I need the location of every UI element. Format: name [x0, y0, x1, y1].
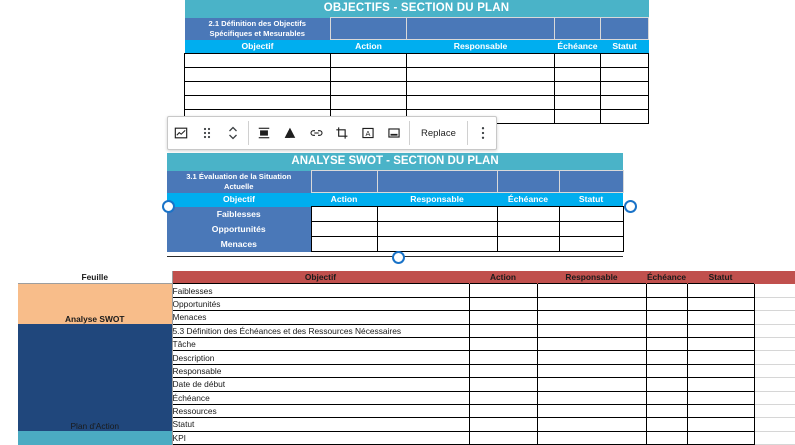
swot-subheader [167, 171, 311, 193]
row-gutter [0, 271, 18, 284]
group-label-analyse-swot: Analyse SWOT [18, 284, 172, 324]
cell-responsable[interactable] [537, 351, 646, 364]
cell-responsable[interactable] [537, 431, 646, 444]
cell[interactable] [407, 96, 555, 110]
cell-echeance[interactable] [646, 324, 687, 337]
cell[interactable] [555, 110, 601, 124]
swot-row-label: Opportunités [167, 222, 311, 237]
cell-statut[interactable] [687, 431, 754, 444]
table-row[interactable] [167, 207, 623, 222]
cell[interactable] [555, 68, 601, 82]
cell[interactable] [185, 96, 331, 110]
cell-responsable[interactable] [537, 311, 646, 324]
cell-objectif[interactable]: Date de début [172, 378, 469, 391]
toolbar-group-tools [251, 117, 407, 149]
cell-trailing[interactable] [754, 337, 795, 350]
cell-statut[interactable] [687, 324, 754, 337]
row-gutter [0, 337, 18, 350]
adjust-contrast-icon[interactable] [277, 120, 303, 146]
cell-action[interactable] [469, 418, 537, 431]
cell[interactable] [185, 54, 331, 68]
spreadsheet-header-row [0, 271, 795, 284]
cell-action[interactable] [469, 351, 537, 364]
selection-handle-bottom[interactable] [392, 251, 405, 264]
cell[interactable] [331, 82, 407, 96]
cell-echeance[interactable] [646, 364, 687, 377]
table-row[interactable] [185, 96, 649, 110]
cell[interactable] [497, 207, 559, 222]
row-gutter [0, 351, 18, 364]
cell[interactable] [185, 68, 331, 82]
cell[interactable] [555, 54, 601, 68]
cell-statut[interactable] [687, 391, 754, 404]
cell-objectif[interactable]: Menaces [172, 311, 469, 324]
cell-echeance[interactable] [646, 297, 687, 310]
cell[interactable] [377, 222, 497, 237]
row-gutter [0, 418, 18, 431]
cell-statut[interactable] [687, 311, 754, 324]
cell[interactable] [311, 237, 377, 252]
cell-trailing[interactable] [754, 351, 795, 364]
cell-echeance[interactable] [646, 391, 687, 404]
objectives-section [184, 0, 637, 124]
swot-subheader-row [167, 171, 623, 193]
objectives-subheader-row [185, 18, 649, 40]
header-objectif: Objectif [172, 271, 469, 284]
objectives-subheader-blank-4 [601, 18, 649, 40]
image-toolbar[interactable] [167, 116, 497, 150]
objectives-subheader-line1: 2.1 Définition des Objectifs [208, 18, 306, 28]
objectives-title-row [185, 0, 649, 18]
cell-action[interactable] [469, 431, 537, 444]
selection-handle-right[interactable] [624, 200, 637, 213]
cell-objectif[interactable]: Échéance [172, 391, 469, 404]
objectives-title: OBJECTIFS - SECTION DU PLAN [185, 0, 649, 18]
spreadsheet-table [0, 271, 795, 445]
row-gutter [0, 404, 18, 417]
alt-text-icon[interactable] [355, 120, 381, 146]
row-gutter [0, 297, 18, 310]
header-feuille: Feuille [18, 271, 172, 284]
cell-action[interactable] [469, 324, 537, 337]
cell-echeance[interactable] [646, 284, 687, 297]
cell-statut[interactable] [687, 351, 754, 364]
toolbar-divider [409, 121, 410, 145]
cell-action[interactable] [469, 284, 537, 297]
cell-action[interactable] [469, 311, 537, 324]
cell[interactable] [185, 82, 331, 96]
table-row[interactable] [0, 284, 795, 297]
table-row[interactable] [185, 54, 649, 68]
swot-subheader-line1: 3.1 Évaluation de la Situation [186, 171, 292, 181]
row-gutter [0, 391, 18, 404]
svg-text:A: A [365, 128, 371, 138]
cell-action[interactable] [469, 404, 537, 417]
group-label-teal [18, 431, 172, 445]
table-row[interactable] [0, 431, 795, 444]
cell-statut[interactable] [687, 364, 754, 377]
objectives-subheader-line2: Spécifiques et Mesurables [209, 28, 305, 38]
objectives-col-statut: Statut [601, 40, 649, 54]
row-gutter [0, 364, 18, 377]
image-border-icon[interactable] [381, 120, 407, 146]
objectives-col-action: Action [331, 40, 407, 54]
swot-title: ANALYSE SWOT - SECTION DU PLAN [167, 153, 623, 171]
cell-statut[interactable] [687, 378, 754, 391]
cell-echeance[interactable] [646, 337, 687, 350]
cell-echeance[interactable] [646, 378, 687, 391]
objectives-col-echeance: Échéance [555, 40, 601, 54]
toolbar-group-layout [168, 117, 246, 149]
swot-row-label: Faiblesses [167, 207, 311, 222]
cell[interactable] [555, 82, 601, 96]
swot-subheader-blank-1 [311, 171, 377, 193]
cell-trailing[interactable] [754, 418, 795, 431]
header-echeance: Échéance [646, 272, 687, 283]
cell-objectif[interactable]: Tâche [172, 337, 469, 350]
cell-objectif[interactable]: Opportunités [172, 297, 469, 310]
swot-row-label: Menaces [167, 237, 311, 252]
table-row[interactable] [167, 237, 623, 252]
cell-action[interactable] [469, 364, 537, 377]
objectives-subheader-blank-2 [407, 18, 555, 40]
swot-section[interactable] [167, 153, 623, 252]
cell[interactable] [601, 68, 649, 82]
swot-col-responsable: Responsable [377, 193, 497, 207]
spreadsheet[interactable] [0, 271, 795, 445]
cell-objectif[interactable]: Statut [172, 418, 469, 431]
swot-subheader-blank-4 [559, 171, 623, 193]
toolbar-divider [248, 121, 249, 145]
cell-responsable[interactable] [537, 418, 646, 431]
cell-echeance[interactable] [646, 311, 687, 324]
swot-col-objectif: Objectif [167, 193, 311, 207]
cell-objectif[interactable]: Responsable [172, 364, 469, 377]
swot-col-action: Action [311, 193, 377, 207]
cell[interactable] [331, 54, 407, 68]
cell[interactable] [559, 222, 623, 237]
cell[interactable] [377, 207, 497, 222]
cell[interactable] [601, 82, 649, 96]
cell[interactable] [559, 207, 623, 222]
cell-responsable[interactable] [537, 378, 646, 391]
cell-action[interactable] [469, 391, 537, 404]
cell[interactable] [377, 237, 497, 252]
row-gutter [0, 284, 18, 297]
cell-echeance[interactable] [646, 351, 687, 364]
toolbar-divider [467, 121, 468, 145]
header-responsable: Responsable [537, 271, 646, 284]
cell[interactable] [601, 110, 649, 124]
cell-statut[interactable] [687, 418, 754, 431]
group-label-plan-action: Plan d'Action [18, 324, 172, 431]
cell[interactable] [407, 82, 555, 96]
cell-objectif[interactable]: Faiblesses [172, 284, 469, 297]
insert-link-icon[interactable] [303, 120, 329, 146]
cell-statut[interactable] [687, 337, 754, 350]
cell-action[interactable] [469, 378, 537, 391]
selection-handle-left[interactable] [162, 200, 175, 213]
cell-statut[interactable] [687, 284, 754, 297]
resize-updown-icon[interactable] [220, 120, 246, 146]
header-statut: Statut [687, 271, 754, 284]
objectives-column-header-row [185, 40, 649, 54]
objectives-subheader-blank-3 [555, 18, 601, 40]
row-gutter [0, 311, 18, 324]
cell[interactable] [555, 96, 601, 110]
cell-action[interactable] [469, 337, 537, 350]
cell-trailing[interactable] [754, 404, 795, 417]
cell-responsable[interactable] [537, 297, 646, 310]
swot-col-echeance: Échéance [497, 193, 559, 207]
cell[interactable] [407, 54, 555, 68]
cell-statut[interactable] [687, 297, 754, 310]
cell-responsable[interactable] [537, 284, 646, 297]
cell-echeance[interactable] [646, 418, 687, 431]
cell-trailing[interactable] [754, 391, 795, 404]
table-row[interactable] [0, 324, 795, 337]
cell[interactable] [311, 222, 377, 237]
drag-handle-icon[interactable] [194, 120, 220, 146]
cell-trailing[interactable] [754, 364, 795, 377]
cell[interactable] [407, 68, 555, 82]
cell-responsable[interactable] [537, 391, 646, 404]
cell[interactable] [311, 207, 377, 222]
cell-objectif[interactable]: Description [172, 351, 469, 364]
objectives-subheader-blank-1 [331, 18, 407, 40]
cell[interactable] [559, 237, 623, 252]
cell-trailing[interactable] [754, 378, 795, 391]
cell-responsable[interactable] [537, 364, 646, 377]
cell-responsable[interactable] [537, 404, 646, 417]
header-action: Action [469, 271, 537, 284]
objectives-col-objectif: Objectif [185, 40, 331, 54]
cell-responsable[interactable] [537, 324, 646, 337]
cell-responsable[interactable] [537, 337, 646, 350]
cell-statut[interactable] [687, 404, 754, 417]
cell[interactable] [497, 237, 559, 252]
swot-subheader-blank-3 [497, 171, 559, 193]
swot-table [167, 153, 624, 252]
image-options-icon[interactable] [168, 120, 194, 146]
table-row[interactable] [185, 82, 649, 96]
cell-objectif[interactable]: Ressources [172, 404, 469, 417]
more-options-icon[interactable] [470, 120, 496, 146]
cell[interactable] [331, 68, 407, 82]
swot-column-header-row [167, 193, 623, 207]
cell-trailing[interactable] [754, 311, 795, 324]
cell-objectif[interactable]: 5.3 Définition des Échéances et des Ressources Nécessaires [172, 324, 469, 337]
objectives-table [184, 0, 649, 124]
swot-subheader-blank-2 [377, 171, 497, 193]
crop-icon[interactable] [329, 120, 355, 146]
cell-echeance[interactable] [646, 431, 687, 444]
objectives-col-responsable: Responsable [407, 40, 555, 54]
header-trailing [754, 271, 795, 284]
cell[interactable] [331, 96, 407, 110]
cell-trailing[interactable] [754, 324, 795, 337]
row-gutter [0, 378, 18, 391]
row-gutter [0, 431, 18, 444]
swot-subheader-line2: Actuelle [223, 181, 254, 191]
cell-objectif[interactable]: KPI [172, 431, 469, 444]
cell[interactable] [601, 54, 649, 68]
position-icon[interactable] [251, 120, 277, 146]
swot-col-statut: Statut [559, 193, 623, 207]
cell-trailing[interactable] [754, 297, 795, 310]
row-gutter [0, 324, 18, 337]
table-row[interactable] [167, 222, 623, 237]
swot-title-row [167, 153, 623, 171]
cell-echeance[interactable] [646, 404, 687, 417]
cell-action[interactable] [469, 297, 537, 310]
cell[interactable] [601, 96, 649, 110]
objectives-subheader [185, 18, 331, 40]
cell-trailing[interactable] [754, 431, 795, 444]
table-row[interactable] [185, 68, 649, 82]
cell-trailing[interactable] [754, 284, 795, 297]
replace-button[interactable]: Replace [421, 127, 456, 139]
cell[interactable] [497, 222, 559, 237]
